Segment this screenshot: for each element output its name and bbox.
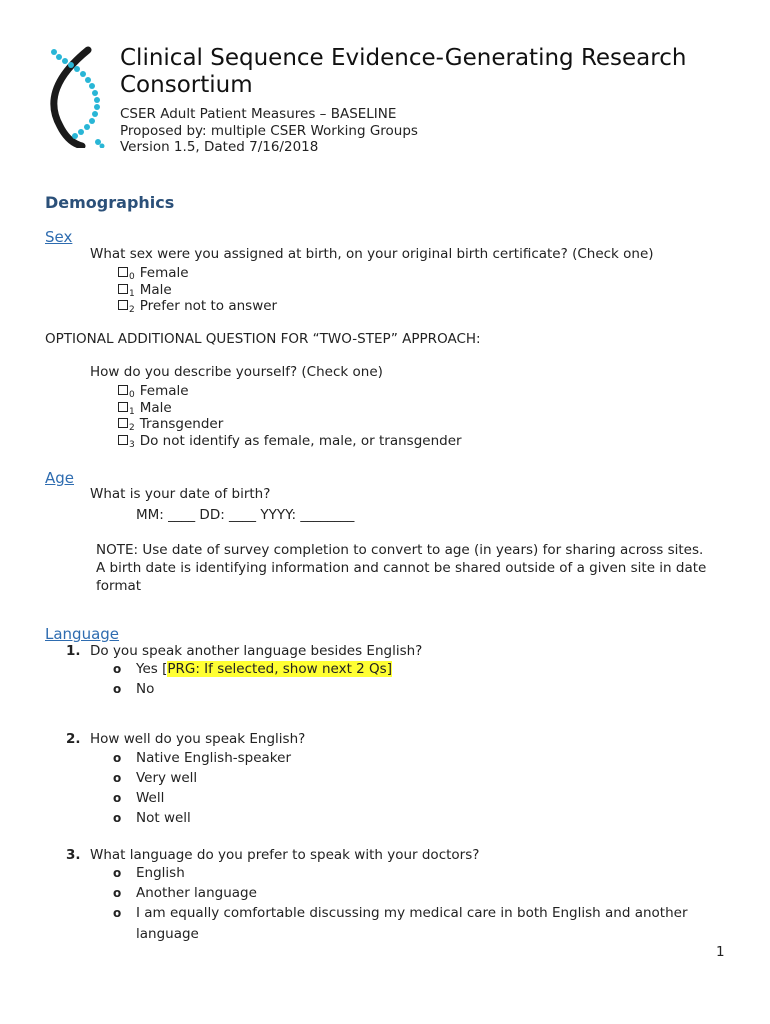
bullet: o (113, 682, 122, 696)
describe-option[interactable]: $_2$ Transgender (118, 416, 223, 433)
option-no[interactable]: No (136, 681, 155, 697)
option[interactable]: English (136, 865, 185, 881)
checkbox[interactable] (118, 418, 128, 428)
optional-question-label: OPTIONAL ADDITIONAL QUESTION FOR “TWO-STEP” APPROACH: (45, 331, 481, 347)
option[interactable]: Very well (136, 770, 198, 786)
version: Version 1.5, Dated 7/16/2018 (120, 139, 319, 155)
page-number: 1 (716, 944, 725, 960)
option-yes[interactable]: Yes [PRG: If selected, show next 2 Qs] (136, 661, 392, 677)
checkbox[interactable] (118, 435, 128, 445)
section-heading-demographics: Demographics (45, 193, 175, 212)
note-line: format (96, 578, 142, 594)
bullet: o (113, 791, 122, 805)
section-label-language: Language (45, 625, 120, 643)
question-number: 1. (66, 643, 81, 659)
option[interactable]: Native English-speaker (136, 750, 291, 766)
document-meta (120, 106, 418, 156)
language-q2: How well do you speak English? (90, 731, 306, 747)
option[interactable]: Well (136, 790, 165, 806)
bullet: o (113, 751, 122, 765)
cser-logo (46, 46, 108, 148)
question-number: 3. (66, 847, 81, 863)
checkbox[interactable] (118, 284, 128, 294)
sex-option[interactable]: $_0$ Female (118, 265, 189, 282)
dob-question: What is your date of birth? (90, 486, 271, 502)
dob-format-field[interactable]: MM: ____ DD: ____ YYYY: ________ (136, 507, 355, 523)
programming-note: PRG: If selected, show next 2 Qs] (167, 661, 392, 677)
sex-option[interactable]: $_2$ Prefer not to answer (118, 298, 277, 315)
sex-option[interactable]: $_1$ Male (118, 282, 172, 299)
section-label-age: Age (45, 469, 75, 487)
checkbox[interactable] (118, 402, 128, 412)
bullet: o (113, 662, 122, 676)
sex-question: What sex were you assigned at birth, on your original birth certificate? (Check one) (90, 246, 654, 262)
bullet: o (113, 906, 122, 920)
question-number: 2. (66, 731, 81, 747)
language-q1: Do you speak another language besides English? (90, 643, 423, 659)
bullet: o (113, 866, 122, 880)
checkbox[interactable] (118, 300, 128, 310)
option-continuation: language (136, 926, 199, 942)
option[interactable]: Not well (136, 810, 191, 826)
option[interactable]: I am equally comfortable discussing my medical care in both English and another (136, 905, 688, 921)
language-q3: What language do you prefer to speak with your doctors? (90, 847, 480, 863)
option[interactable]: Another language (136, 885, 257, 901)
document-title: Clinical Sequence Evidence-Generating Research Consortium (120, 45, 687, 98)
describe-option[interactable]: $_1$ Male (118, 400, 172, 417)
note-line: NOTE: Use date of survey completion to convert to age (in years) for sharing across sites. (96, 542, 704, 558)
proposed-by: Proposed by: multiple CSER Working Groups (120, 122, 418, 139)
describe-option[interactable]: $_3$ Do not identify as female, male, or transgender (118, 433, 462, 450)
bullet: o (113, 811, 122, 825)
bullet: o (113, 886, 122, 900)
describe-option[interactable]: $_0$ Female (118, 383, 189, 400)
describe-question: How do you describe yourself? (Check one) (90, 364, 383, 380)
bullet: o (113, 771, 122, 785)
checkbox[interactable] (118, 385, 128, 395)
note-line: A birth date is identifying information and cannot be shared outside of a given site in date (96, 560, 707, 576)
section-label-sex: Sex (45, 228, 73, 246)
checkbox[interactable] (118, 267, 128, 277)
document-subtitle: CSER Adult Patient Measures – BASELINE (120, 106, 397, 122)
age-note (96, 541, 736, 595)
